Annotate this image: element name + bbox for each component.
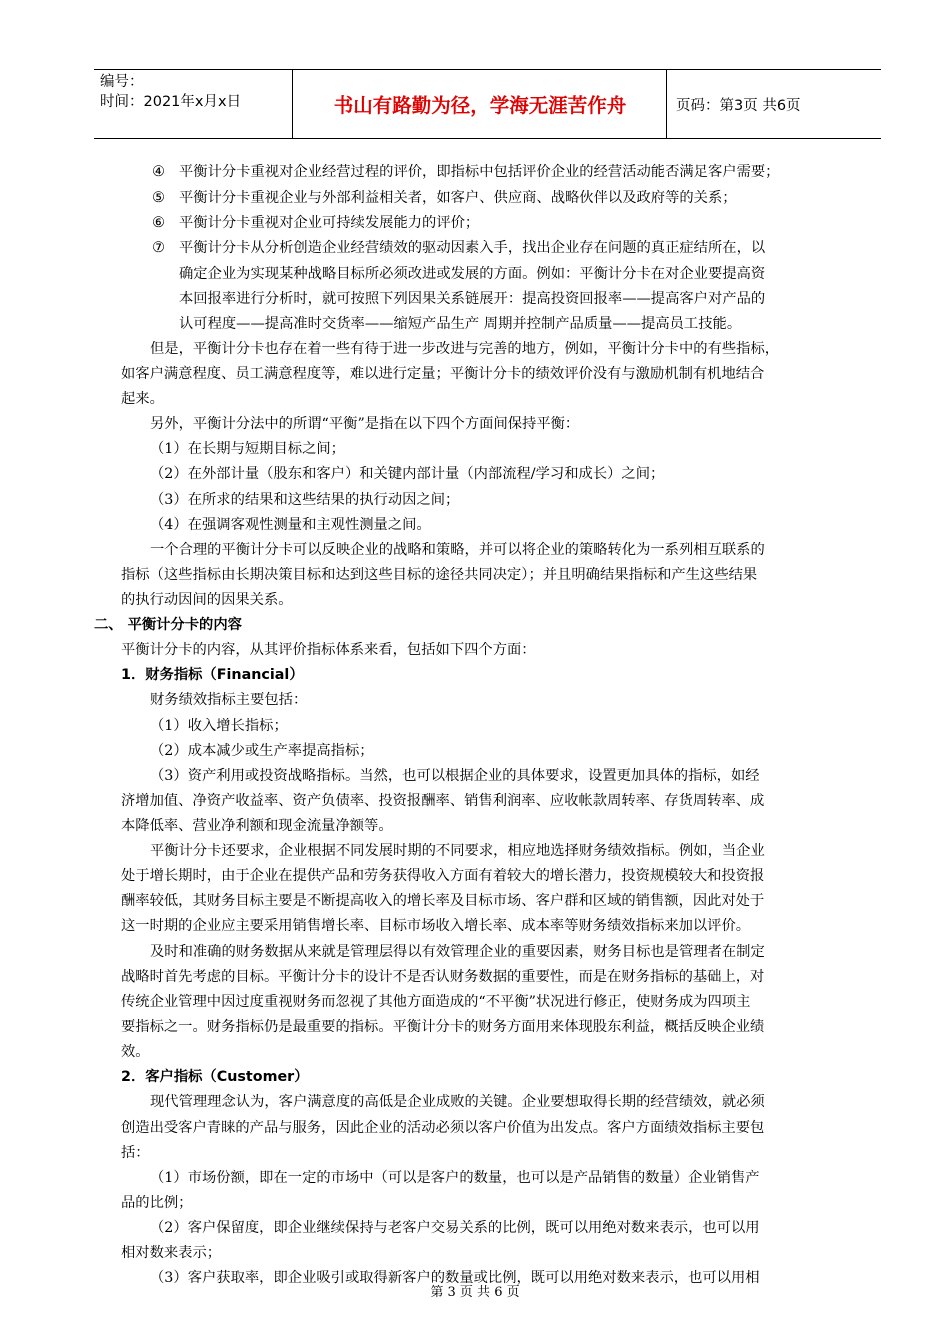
paragraph-line: 平衡计分卡的内容，从其评价指标体系来看，包括如下四个方面： [121,642,536,658]
item-number: ⑥ [152,215,165,231]
list-item [152,213,479,233]
paragraph-line: 但是，平衡计分卡也存在着一些有待于进一步改进与完善的地方，例如，平衡计分卡中的有些指标， [150,341,780,357]
paragraph-line: 如客户满意程度、员工满意程度等，难以进行定量；平衡计分卡的绩效评价没有与激励机制有机地结合 [121,366,765,382]
paragraph-line: 确定企业为实现某种战略目标所必须改进或发展的方面。例如：平衡计分卡在对企业要提高资 [179,266,766,282]
list-item: （1）市场份额，即在一定的市场中（可以是客户的数量，也可以是产品销售的数量）企业销售产 [150,1170,760,1186]
paragraph-line: 相对数来表示； [121,1245,222,1261]
list-item: （3）在所求的结果和这些结果的执行动因之间； [150,492,460,508]
paragraph-line: 处于增长期时，由于企业在提供产品和劳务获得收入方面有着较大的增长潜力，投资规模较大和投资报 [121,868,765,884]
paragraph-line: 及时和准确的财务数据从来就是管理层得以有效管理企业的重要因素，财务目标也是管理者在制定 [150,944,765,960]
header-meta [100,72,290,112]
header-motto: 书山有路勤为径，学海无涯苦作舟 [333,94,627,117]
paragraph-line: 财务绩效指标主要包括： [150,692,308,708]
paragraph-line: 济增加值、净资产收益率、资产负债率、投资报酬率、销售利润率、应收帐款周转率、存货周转率、成 [121,793,765,809]
header-page-info: 页码：第3页 共6页 [676,97,801,114]
paragraph-line: 品的比例； [121,1195,193,1211]
list-item: （1）在长期与短期目标之间； [150,441,345,457]
item-text: 平衡计分卡重视企业与外部利益相关者，如客户、供应商、战略伙伴以及政府等的关系； [179,190,737,206]
subsection-heading: 2．客户指标（Customer） [121,1069,309,1085]
paragraph-line: 本回报率进行分析时，就可按照下列因果关系链展开：提高投资回报率——提高客户对产品的 [179,291,766,307]
time-label: 时间：2021年x月x日 [100,94,242,110]
item-number: ⑦ [152,240,165,256]
paragraph-line: 战略时首先考虑的目标。平衡计分卡的设计不是否认财务数据的重要性，而是在财务指标的基础上，对 [121,969,765,985]
paragraph-line: 要指标之一。财务指标仍是最重要的指标。平衡计分卡的财务方面用来体现股东利益，概括反映企业绩 [121,1019,765,1035]
item-text: 平衡计分卡重视对企业经营过程的评价，即指标中包括评价企业的经营活动能否满足客户需要； [179,164,780,180]
paragraph-line: 传统企业管理中因过度重视财务而忽视了其他方面造成的“不平衡”状况进行修正，使财务成为四项主 [121,994,751,1010]
paragraph-line: 一个合理的平衡计分卡可以反映企业的战略和策略，并可以将企业的策略转化为一系列相互联系的 [150,542,765,558]
list-item: （2）客户保留度，即企业继续保持与老客户交易关系的比例，既可以用绝对数来表示，也可以用 [150,1220,760,1236]
list-item: （3）资产利用或投资战略指标。当然，也可以根据企业的具体要求，设置更加具体的指标，如经 [150,768,760,784]
item-number: ④ [152,164,165,180]
subsection-heading: 1．财务指标（Financial） [121,667,304,683]
item-number: ⑤ [152,190,165,206]
paragraph-line: 指标（这些指标由长期决策目标和达到这些目标的途径共同决定）；并且明确结果指标和产生这些结果 [121,567,758,583]
paragraph-line: 效。 [121,1044,150,1060]
page-footer: 第 3 页 共 6 页 [430,1285,520,1300]
section-heading: 二、 平衡计分卡的内容 [94,617,242,633]
list-item [152,162,779,182]
header-divider [292,70,293,138]
item-text: 平衡计分卡重视对企业可持续发展能力的评价； [179,215,480,231]
serial-label: 编号： [100,74,144,90]
header-divider [666,70,667,138]
item-text: 平衡计分卡从分析创造企业经营绩效的驱动因素入手，找出企业存在问题的真正症结所在，以 [179,240,766,256]
paragraph-line: 括： [121,1145,150,1161]
paragraph-line: 现代管理理念认为，客户满意度的高低是企业成败的关键。企业要想取得长期的经营绩效，就必须 [150,1094,765,1110]
paragraph-line: 这一时期的企业应主要采用销售增长率、目标市场收入增长率、成本率等财务绩效指标来加以评价。 [121,918,751,934]
list-item: （3）客户获取率，即企业吸引或取得新客户的数量或比例，既可以用绝对数来表示，也可以用相 [150,1270,760,1286]
paragraph-line: 另外，平衡计分法中的所谓“平衡”是指在以下四个方面间保持平衡： [150,416,580,432]
list-item [152,238,765,258]
paragraph-line: 酬率较低，其财务目标主要是不断提高收入的增长率及目标市场、客户群和区域的销售额，因此对处于 [121,893,765,909]
paragraph-line: 起来。 [121,391,164,407]
paragraph-line: 平衡计分卡还要求，企业根据不同发展时期的不同要求，相应地选择财务绩效指标。例如，当企业 [150,843,765,859]
paragraph-line: 创造出受客户青睐的产品与服务，因此企业的活动必须以客户价值为出发点。客户方面绩效指标主要包 [121,1120,765,1136]
list-item: （2）成本减少或生产率提高指标； [150,743,374,759]
paragraph-line: 的执行动因间的因果关系。 [121,592,293,608]
page-header [94,69,881,139]
paragraph-line: 认可程度——提高准时交货率——缩短产品生产 周期并控制产品质量——提高员工技能。 [179,316,742,332]
paragraph-line: 本降低率、营业净利额和现金流量净额等。 [121,818,393,834]
list-item [152,188,737,208]
list-item: （1）收入增长指标； [150,718,288,734]
list-item: （2）在外部计量（股东和客户）和关键内部计量（内部流程/学习和成长）之间； [150,466,665,482]
list-item: （4）在强调客观性测量和主观性测量之间。 [150,517,431,533]
